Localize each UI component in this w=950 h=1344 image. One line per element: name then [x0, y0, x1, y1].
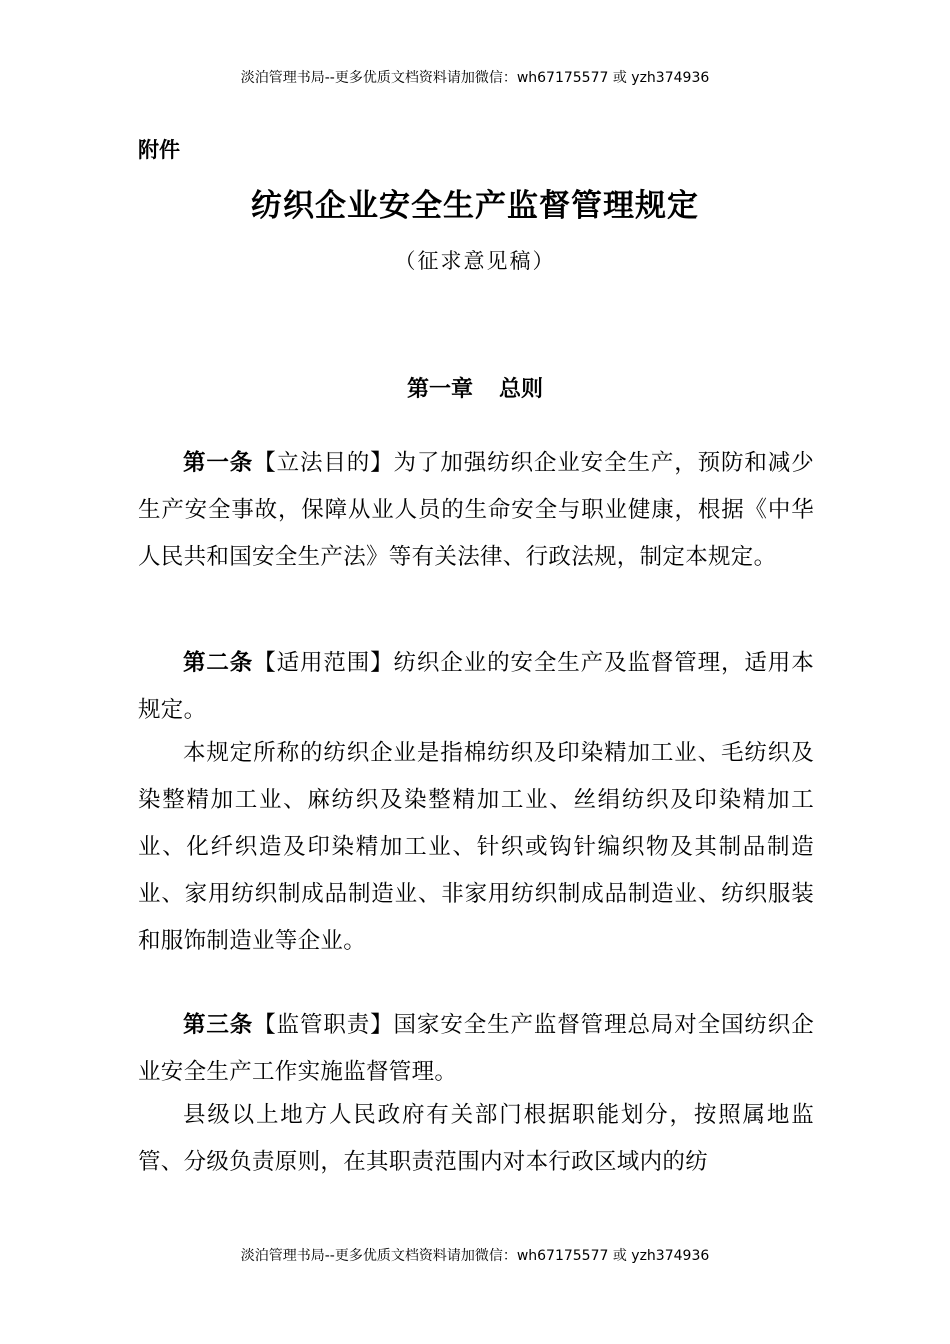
chapter-number: 第一章	[406, 377, 473, 402]
article-1-text: 【立法目的】为了加强纺织企业安全生产，预防和减少生产安全事故，保障从业人员的生命安全与职业健康，根据《中华人民共和国安全生产法》等有关法律、行政法规，制定本规定。	[138, 450, 815, 570]
article-2-number: 第二条	[183, 650, 254, 676]
article-3-paragraph-2: 县级以上地方人民政府有关部门根据职能划分，按照属地监管、分级负责原则，在其职责范围内对本行政区域内的纺	[138, 1102, 814, 1175]
article-1-number: 第一条	[183, 450, 254, 476]
article-3-text: 【监管职责】国家安全生产监督管理总局对全国纺织企业安全生产工作实施监督管理。	[138, 1012, 815, 1085]
page-footer: 淡泊管理书局--更多优质文档资料请加微信：wh67175577 或 yzh374936	[240, 1248, 710, 1264]
article-2-text: 【适用范围】纺织企业的安全生产及监督管理，适用本规定。	[138, 650, 815, 723]
page-header: 淡泊管理书局--更多优质文档资料请加微信：wh67175577 或 yzh374936	[240, 70, 710, 86]
document-subtitle: （征求意见稿）	[394, 249, 556, 273]
attachment-label: 附件	[138, 138, 180, 162]
article-3-number: 第三条	[183, 1012, 254, 1038]
document-title: 纺织企业安全生产监督管理规定	[251, 188, 699, 224]
chapter-name: 总则	[499, 377, 544, 402]
chapter-heading	[0, 372, 950, 403]
article-2	[138, 640, 814, 734]
article-1	[138, 440, 814, 581]
article-3	[138, 1002, 814, 1096]
article-2-paragraph-2: 本规定所称的纺织企业是指棉纺织及印染精加工业、毛纺织及染整精加工业、麻纺织及染整精加工业、丝绢纺织及印染精加工业、化纤织造及印染精加工业、针织或钩针编织物及其制品制造业、家用纺织制成品制造业、非家用纺织制成品制造业、纺织服装和服饰制造业等企业。	[138, 740, 814, 954]
